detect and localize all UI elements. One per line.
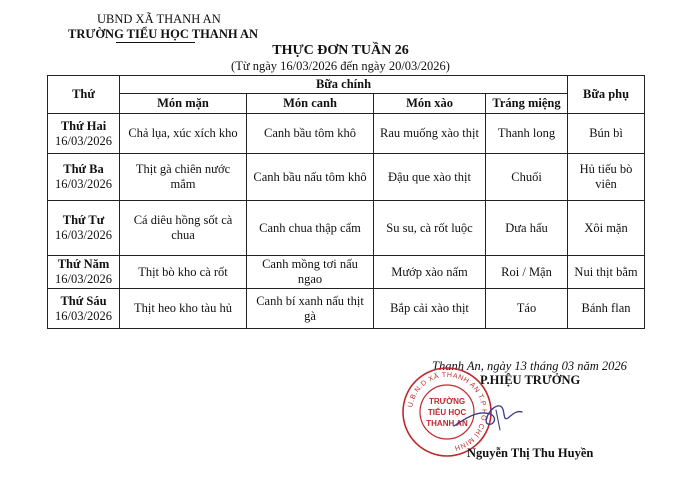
main-meal-header: Bữa chính [120,76,568,94]
dish-man-cell: Thịt bò kho cà rốt [120,256,247,289]
day-cell [48,154,120,201]
day-cell [48,201,120,256]
stamp-line1: TRƯỜNG [428,397,466,406]
dish-canh-cell: Canh bầu tôm khô [247,114,374,154]
school-name: TRƯỜNG TIỂU HỌC THANH AN [68,27,259,41]
authority-name: UBND XÃ THANH AN [97,12,221,26]
side-meal-cell: Nui thịt bằm [568,256,645,289]
day-name: Thứ Sáu [60,293,107,308]
day-name: Thứ Ba [63,162,104,176]
dish-canh-cell: Canh bí xanh nấu thịt gà [247,289,374,329]
menu-table [47,75,645,329]
place-date: Thanh An, ngày 13 tháng 03 năm 2026 [432,359,627,373]
dessert-cell: Dưa hấu [486,201,568,256]
dessert-cell: Roi / Mận [486,256,568,289]
menu-row [48,256,645,289]
day-name: Thứ Tư [62,213,105,227]
dish-canh-cell: Canh bầu nấu tôm khô [247,154,374,201]
dish-man-cell: Thịt heo kho tàu hủ [120,289,247,329]
dish-xao-cell: Mướp xào nấm [374,256,486,289]
side-meal-cell: Hủ tiếu bò viên [568,154,645,201]
day-name: Thứ Hai [60,118,107,133]
menu-row [48,154,645,201]
dessert-cell: Táo [486,289,568,329]
menu-date-range: (Từ ngày 16/03/2026 đến ngày 20/03/2026) [231,59,450,73]
day-date: 16/03/2026 [55,272,112,286]
dish-xao-cell: Rau muống xào thịt [374,114,486,154]
menu-row [48,201,645,256]
signer-name: Nguyễn Thị Thu Huyền [467,446,594,460]
dessert-cell: Chuối [486,154,568,201]
side-meal-cell: Bún bì [568,114,645,154]
day-date: 16/03/2026 [55,177,112,191]
stamp-ring-text: U.B.N.D XÃ THANH AN T.P HỒ CHÍ MINH [407,371,488,452]
side-meal-cell: Bánh flan [568,289,645,329]
day-cell [48,289,120,329]
stamp-line2: TIỂU HỌC [427,408,467,417]
dish-man-cell: Thịt gà chiên nước mắm [120,154,247,201]
stamp-line3: THANH AN [426,419,468,428]
dish-canh-cell: Canh mồng tơi nấu ngao [247,256,374,289]
signer-role: P.HIỆU TRƯỞNG [480,373,581,387]
day-date: 16/03/2026 [55,133,112,148]
dish-xao-cell: Su su, cà rốt luộc [374,201,486,256]
dish-xao-cell: Bắp cải xào thịt [374,289,486,329]
col-day-header: Thứ [48,76,120,114]
day-date: 16/03/2026 [55,228,112,242]
menu-row [48,289,645,329]
col-trang-mieng-header: Tráng miệng [486,94,568,114]
col-canh-header: Món canh [247,94,374,114]
handwritten-signature [448,396,528,436]
side-meal-header: Bữa phụ [568,76,645,114]
col-man-header: Món mặn [120,94,247,114]
dish-xao-cell: Đậu que xào thịt [374,154,486,201]
dessert-cell: Thanh long [486,114,568,154]
dish-man-cell: Chả lụa, xúc xích kho [120,114,247,154]
day-cell [48,256,120,289]
col-xao-header: Món xào [374,94,486,114]
day-cell [48,114,120,154]
dish-man-cell: Cá diêu hồng sốt cà chua [120,201,247,256]
menu-title: THỰC ĐƠN TUẦN 26 [272,43,409,58]
menu-row [48,114,645,154]
side-meal-cell: Xôi mặn [568,201,645,256]
dish-canh-cell: Canh chua thập cẩm [247,201,374,256]
day-date: 16/03/2026 [55,308,112,323]
day-name: Thứ Năm [57,257,110,271]
